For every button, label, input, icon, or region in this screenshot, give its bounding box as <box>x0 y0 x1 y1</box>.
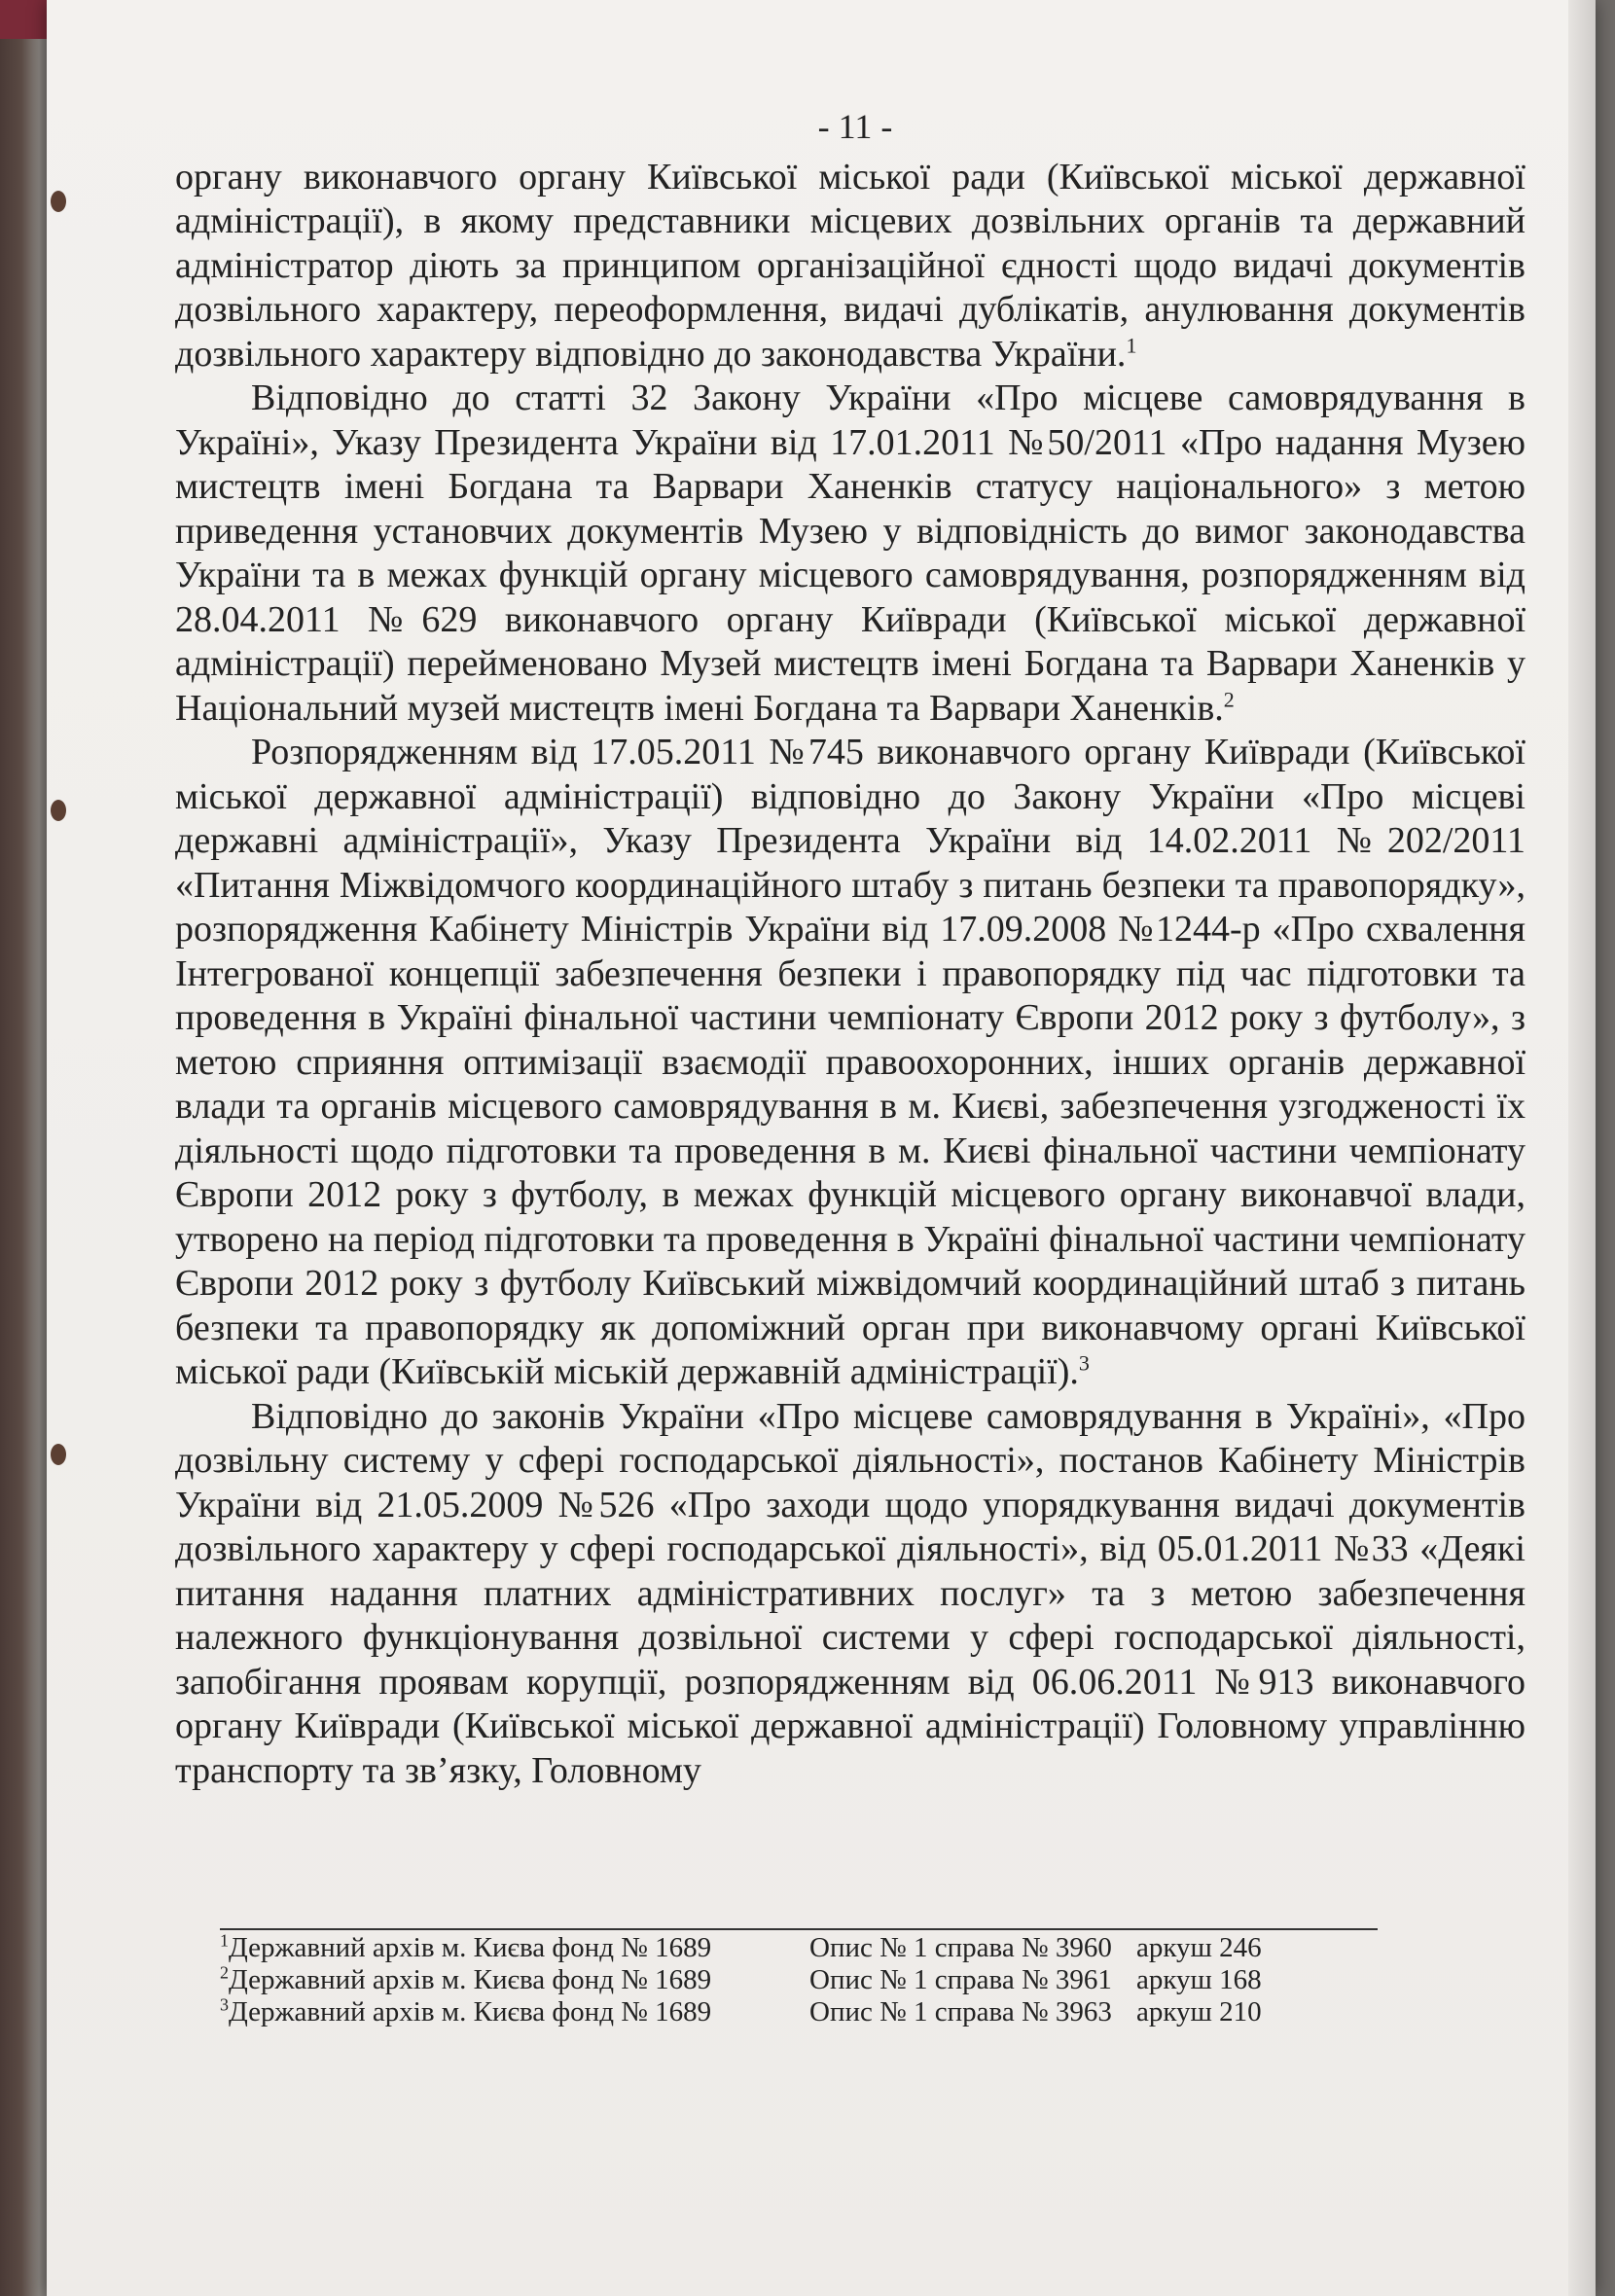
paragraph <box>175 731 1525 1395</box>
footnote-ref: 1 <box>1126 332 1137 357</box>
footnote-archive-text: Державний архів м. Києва фонд № 1689 <box>229 1964 712 1995</box>
punch-hole <box>51 1444 66 1465</box>
footnote-archive <box>220 1932 809 1964</box>
footnote-ref: 2 <box>1223 686 1235 711</box>
paragraph-text: Розпорядженням від 17.05.2011 №745 виконавчого органу Київради (Київської міської державної адміністрації) відповідно до Закону України «Про місцеві державні адміністрації», Указу Президента України від 14.02.2011 №202/2011 «Питання Міжвідомчого координаційного штабу з питань безпеки та правопорядку», розпорядження Кабінету Міністрів України від 17.09.2008 №1244-р «Про схвалення Інтегрованої концепції забезпечення безпеки і правопорядку під час підготовки та проведення в Україні фінальної частини чемпіонату Європи 2012 року з футболу», з метою сприяння оптимізації взаємодії правоохоронних, інших органів державної влади та органів місцевого самоврядування в м. Києві, забезпечення узгодженості їх діяльності щодо підготовки та проведення в м. Києві фінальної частини чемпіонату Європи 2012 року з футболу, в межах функцій місцевого органу виконавчої влади, утворено на період підготовки та проведення в Україні фінальної частини чемпіонату Європи 2012 року з футболу Київський міжвідомчий координаційний штаб з питань безпеки та правопорядку як допоміжний орган при виконавчому органі Київської міської ради (Київській міській державній адміністрації). <box>175 732 1525 1392</box>
footnote-number: 3 <box>220 1994 229 2015</box>
document-body <box>175 105 1525 1793</box>
footnote-inventory: Опис № 1 справа № 3963 <box>809 1996 1112 2027</box>
footnote-number: 1 <box>220 1930 229 1951</box>
paragraph-text: Відповідно до законів України «Про місцеве самоврядування в Україні», «Про дозвільну систему у сфері господарської діяльності», постанов Кабінету Міністрів України від 21.05.2009 №526 «Про заходи щодо упорядкування видачі документів дозвільного характеру у сфері господарської діяльності», від 05.01.2011 №33 «Деякі питання надання платних адміністративних послуг» та з метою забезпечення належного функціонування дозвільної системи у сфері господарської діяльності, запобігання проявам корупції, розпорядженням від 06.06.2011 №913 виконавчого органу Київради (Київської міської державної адміністрації) Головному управлінню транспорту та зв’язку, Головному <box>175 1395 1525 1791</box>
footnote-archive <box>220 1996 809 2028</box>
footnotes <box>220 1932 1378 2028</box>
paragraph <box>175 156 1525 377</box>
footnote <box>220 1932 1378 1964</box>
punch-hole <box>51 191 66 212</box>
paragraph <box>175 377 1525 731</box>
footnote-sheet: аркуш 168 <box>1136 1964 1262 1995</box>
page-number: - 11 - <box>817 107 893 146</box>
paragraph-text: органу виконавчого органу Київської міської ради (Київської міської державної адміністрації), в якому представники місцевих дозвільних органів та державний адміністратор діють за принципом організаційної єдності щодо видачі документів дозвільного характеру, переоформлення, видачі дублікатів, анулювання документів дозвільного характеру відповідно до законодавства України. <box>175 156 1525 375</box>
footnote-number: 2 <box>220 1962 229 1983</box>
footnote-archive <box>220 1964 809 1996</box>
punch-hole <box>51 800 66 821</box>
footnote-divider <box>220 1928 1378 1930</box>
footnote-inventory: Опис № 1 справа № 3960 <box>809 1932 1112 1963</box>
footnote <box>220 1964 1378 1996</box>
footnote-archive-text: Державний архів м. Києва фонд № 1689 <box>229 1996 712 2027</box>
footnote-sheet: аркуш 246 <box>1136 1932 1262 1963</box>
paragraph <box>175 1395 1525 1794</box>
footnote-sheet: аркуш 210 <box>1136 1996 1262 2027</box>
paragraph-text: Відповідно до статті 32 Закону України «Про місцеве самоврядування в Україні», Указу Президента України від 17.01.2011 №50/2011 «Про надання Музею мистецтв імені Богдана та Варвари Ханенків статусу національного» з метою приведення установчих документів Музею у відповідність до вимог законодавства України та в межах функцій органу місцевого самоврядування, розпорядженням від 28.04.2011 №629 виконавчого органу Київради (Київської міської державної адміністрації) перейменовано Музей мистецтв імені Богдана та Варвари Ханенків у Національний музей мистецтв імені Богдана та Варвари Ханенків. <box>175 377 1525 729</box>
footnote <box>220 1996 1378 2028</box>
footnote-inventory: Опис № 1 справа № 3961 <box>809 1964 1112 1995</box>
footnote-archive-text: Державний архів м. Києва фонд № 1689 <box>229 1932 712 1963</box>
footnote-ref: 3 <box>1078 1350 1090 1376</box>
page-edge <box>1568 0 1596 2296</box>
